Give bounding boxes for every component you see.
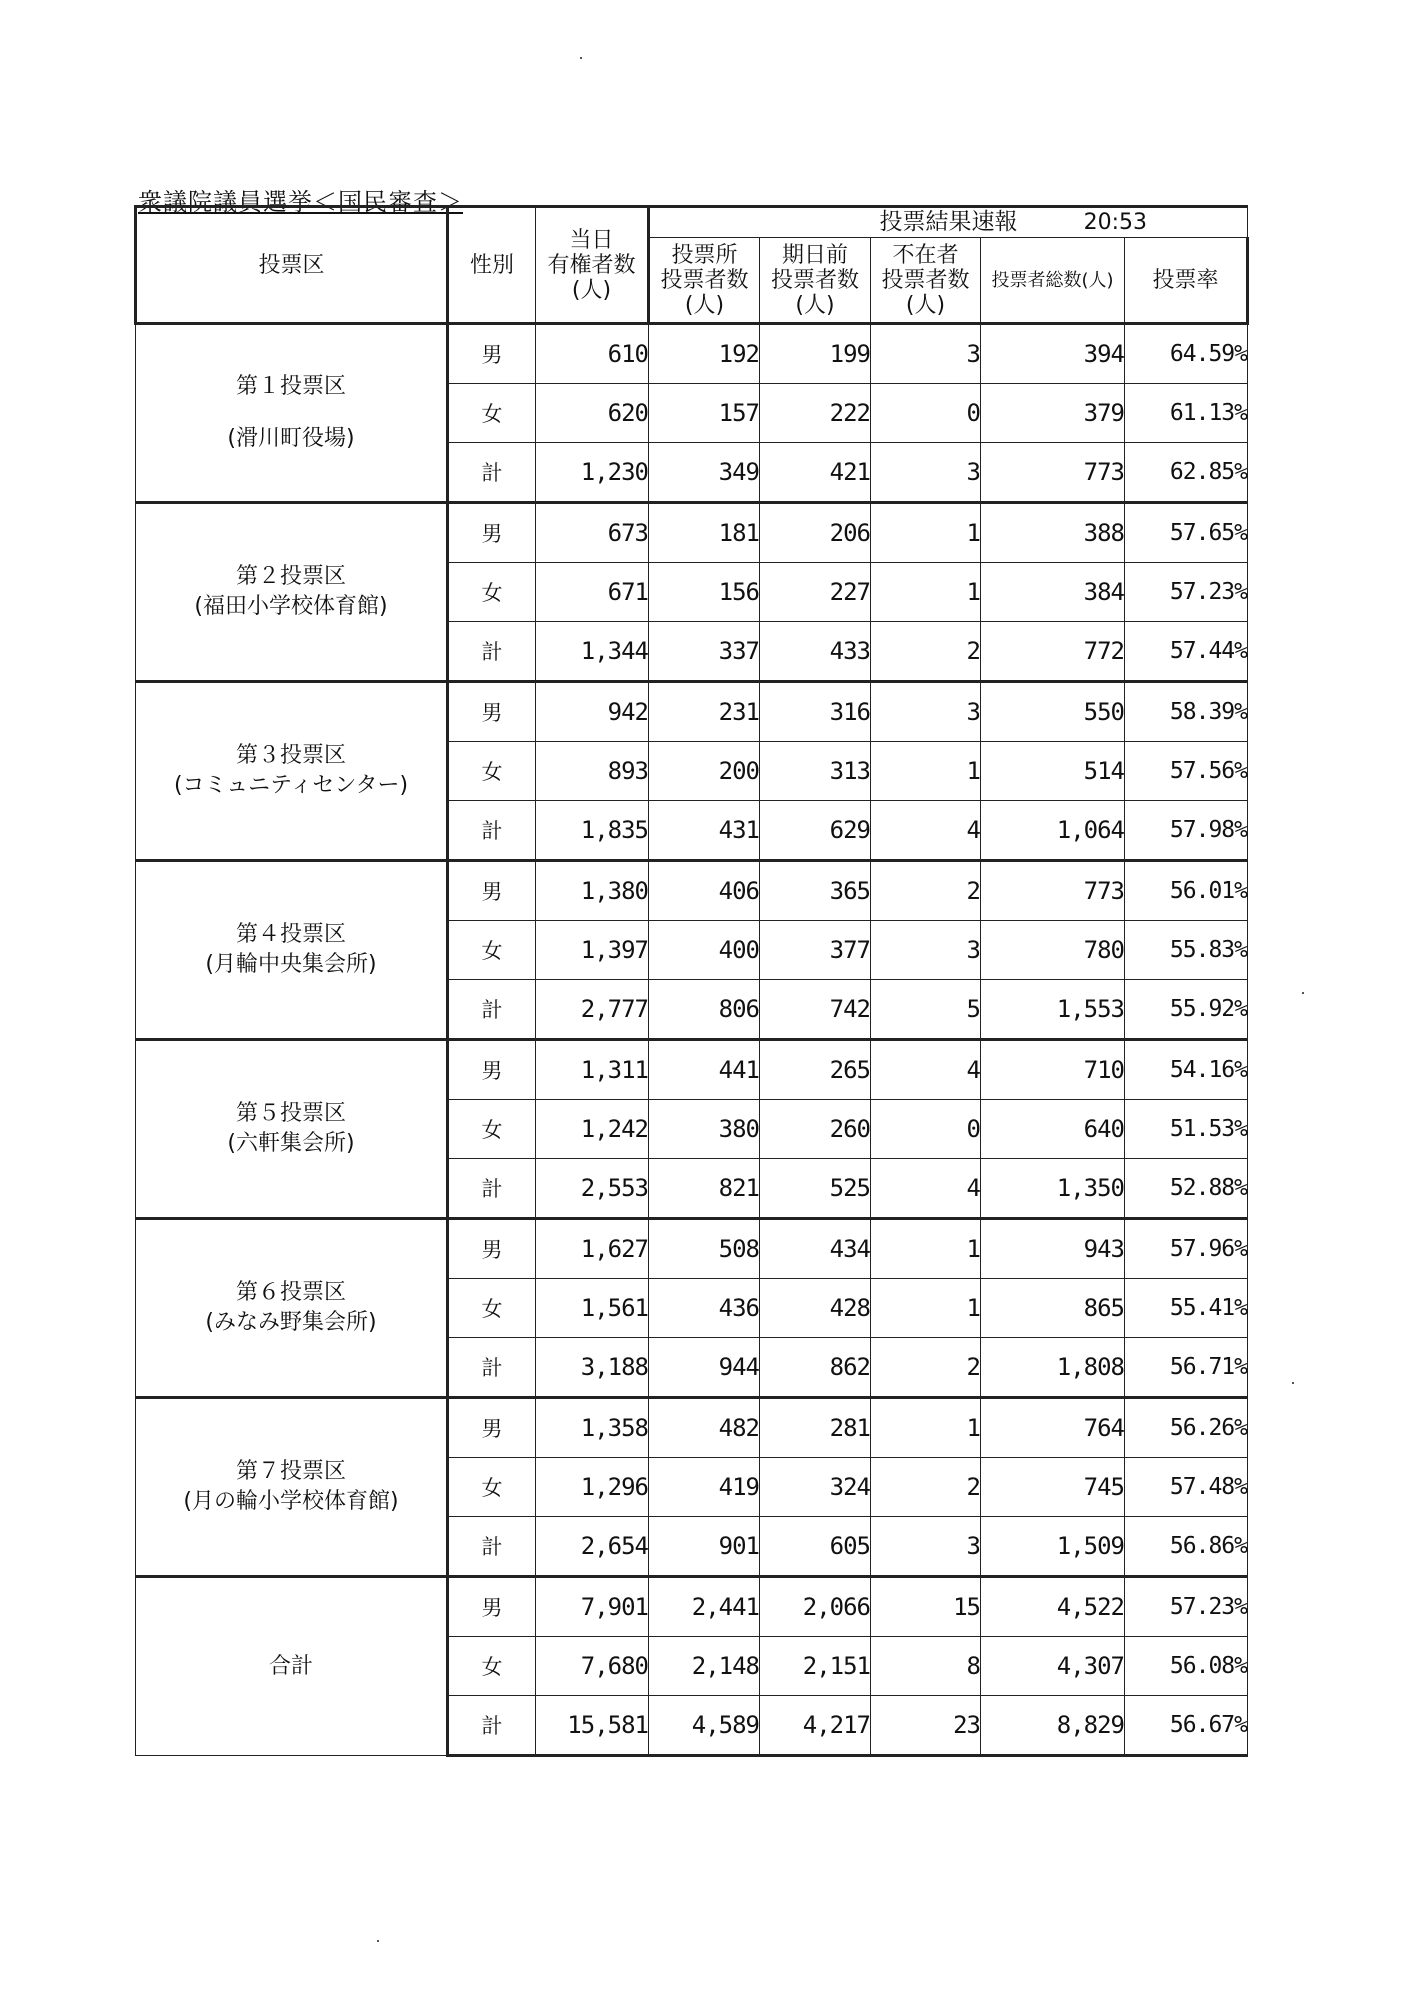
sex-cell: 男	[448, 324, 536, 384]
absentee-cell: 23	[871, 1696, 981, 1756]
absentee-cell: 3	[871, 682, 981, 742]
eligible-cell: 1,627	[536, 1219, 649, 1279]
early-cell: 525	[760, 1159, 871, 1219]
table-row	[136, 503, 1248, 563]
polling-cell: 157	[649, 384, 760, 443]
total-cell: 943	[981, 1219, 1125, 1279]
polling-cell: 482	[649, 1398, 760, 1458]
eligible-cell: 1,311	[536, 1040, 649, 1100]
rate-cell: 51.53%	[1125, 1100, 1248, 1159]
sex-cell: 計	[448, 1517, 536, 1577]
eligible-cell: 1,230	[536, 443, 649, 503]
rate-cell: 57.98%	[1125, 801, 1248, 861]
rate-cell: 55.41%	[1125, 1279, 1248, 1338]
polling-place: (コミュニティセンター)	[173, 773, 409, 798]
total-cell: 394	[981, 324, 1125, 384]
total-cell: 1,350	[981, 1159, 1125, 1219]
early-cell: 742	[760, 980, 871, 1040]
early-cell: 2,066	[760, 1577, 871, 1637]
polling-cell: 406	[649, 861, 760, 921]
sex-cell: 男	[448, 1577, 536, 1637]
table-row	[136, 1219, 1248, 1279]
eligible-cell: 3,188	[536, 1338, 649, 1398]
absentee-cell: 1	[871, 1219, 981, 1279]
rate-cell: 56.08%	[1125, 1637, 1248, 1696]
district-name: 第４投票区	[235, 922, 346, 947]
total-cell: 384	[981, 563, 1125, 622]
absentee-cell: 15	[871, 1577, 981, 1637]
sex-cell: 男	[448, 1219, 536, 1279]
sex-cell: 男	[448, 503, 536, 563]
total-cell: 1,808	[981, 1338, 1125, 1398]
early-cell: 421	[760, 443, 871, 503]
eligible-cell: 1,397	[536, 921, 649, 980]
polling-cell: 431	[649, 801, 760, 861]
sex-cell: 女	[448, 563, 536, 622]
absentee-cell: 3	[871, 921, 981, 980]
total-cell: 4,307	[981, 1637, 1125, 1696]
early-cell: 4,217	[760, 1696, 871, 1756]
banner-label: 投票結果速報	[879, 209, 1018, 235]
total-cell: 550	[981, 682, 1125, 742]
early-cell: 206	[760, 503, 871, 563]
absentee-cell: 2	[871, 1338, 981, 1398]
rate-cell: 55.92%	[1125, 980, 1248, 1040]
district-name: 第５投票区	[235, 1101, 346, 1126]
district-name: 第７投票区	[235, 1459, 346, 1484]
scan-speck	[580, 57, 582, 59]
polling-cell: 231	[649, 682, 760, 742]
rate-cell: 62.85%	[1125, 443, 1248, 503]
total-cell: 388	[981, 503, 1125, 563]
rate-cell: 61.13%	[1125, 384, 1248, 443]
total-cell: 710	[981, 1040, 1125, 1100]
district-cell	[136, 861, 448, 1040]
early-cell: 227	[760, 563, 871, 622]
polling-place: (滑川町役場)	[227, 426, 355, 451]
header-rate: 投票率	[1125, 238, 1248, 324]
total-cell: 514	[981, 742, 1125, 801]
results-table	[134, 205, 1249, 1757]
absentee-cell: 1	[871, 1398, 981, 1458]
district-cell	[136, 1040, 448, 1219]
early-cell: 605	[760, 1517, 871, 1577]
eligible-cell: 1,561	[536, 1279, 649, 1338]
header-sex: 性別	[448, 207, 536, 324]
polling-place: (福田小学校体育館)	[194, 594, 388, 619]
polling-cell: 419	[649, 1458, 760, 1517]
polling-cell: 436	[649, 1279, 760, 1338]
eligible-cell: 15,581	[536, 1696, 649, 1756]
rate-cell: 57.96%	[1125, 1219, 1248, 1279]
eligible-cell: 7,680	[536, 1637, 649, 1696]
polling-cell: 156	[649, 563, 760, 622]
sex-cell: 計	[448, 443, 536, 503]
eligible-cell: 7,901	[536, 1577, 649, 1637]
absentee-cell: 2	[871, 861, 981, 921]
rate-cell: 56.71%	[1125, 1338, 1248, 1398]
total-cell: 865	[981, 1279, 1125, 1338]
eligible-cell: 1,344	[536, 622, 649, 682]
polling-cell: 349	[649, 443, 760, 503]
header-polling: 投票所 投票者数 (人)	[649, 238, 760, 324]
early-cell: 428	[760, 1279, 871, 1338]
early-cell: 377	[760, 921, 871, 980]
header-eligible: 当日 有権者数 (人)	[536, 207, 649, 324]
absentee-cell: 3	[871, 1517, 981, 1577]
early-cell: 222	[760, 384, 871, 443]
rate-cell: 64.59%	[1125, 324, 1248, 384]
early-cell: 434	[760, 1219, 871, 1279]
sex-cell: 計	[448, 980, 536, 1040]
polling-cell: 944	[649, 1338, 760, 1398]
polling-cell: 181	[649, 503, 760, 563]
header-early: 期日前 投票者数 (人)	[760, 238, 871, 324]
rate-cell: 57.65%	[1125, 503, 1248, 563]
rate-cell: 54.16%	[1125, 1040, 1248, 1100]
absentee-cell: 1	[871, 1279, 981, 1338]
rate-cell: 57.48%	[1125, 1458, 1248, 1517]
total-cell: 379	[981, 384, 1125, 443]
eligible-cell: 610	[536, 324, 649, 384]
early-cell: 199	[760, 324, 871, 384]
absentee-cell: 0	[871, 384, 981, 443]
eligible-cell: 2,654	[536, 1517, 649, 1577]
total-cell: 773	[981, 861, 1125, 921]
early-cell: 265	[760, 1040, 871, 1100]
early-cell: 862	[760, 1338, 871, 1398]
report-time: 20:53	[1083, 210, 1147, 235]
absentee-cell: 2	[871, 622, 981, 682]
district-cell	[136, 682, 448, 861]
district-name: 第２投票区	[235, 564, 346, 589]
polling-place: (六軒集会所)	[227, 1131, 355, 1156]
polling-cell: 400	[649, 921, 760, 980]
total-cell: 1,064	[981, 801, 1125, 861]
total-cell: 745	[981, 1458, 1125, 1517]
district-name: 第３投票区	[235, 743, 346, 768]
absentee-cell: 4	[871, 1159, 981, 1219]
polling-cell: 380	[649, 1100, 760, 1159]
early-cell: 365	[760, 861, 871, 921]
polling-place: (月の輪小学校体育館)	[183, 1489, 399, 1514]
district-cell	[136, 324, 448, 503]
sex-cell: 計	[448, 1159, 536, 1219]
sex-cell: 男	[448, 1040, 536, 1100]
polling-cell: 2,148	[649, 1637, 760, 1696]
absentee-cell: 5	[871, 980, 981, 1040]
rate-cell: 57.44%	[1125, 622, 1248, 682]
district-cell	[136, 503, 448, 682]
sex-cell: 計	[448, 1696, 536, 1756]
district-cell	[136, 1577, 448, 1756]
header-total: 投票者総数(人)	[981, 238, 1125, 324]
polling-cell: 337	[649, 622, 760, 682]
polling-cell: 2,441	[649, 1577, 760, 1637]
sex-cell: 男	[448, 682, 536, 742]
header-district: 投票区	[136, 207, 448, 324]
eligible-cell: 620	[536, 384, 649, 443]
sex-cell: 男	[448, 861, 536, 921]
sex-cell: 女	[448, 1279, 536, 1338]
eligible-cell: 1,835	[536, 801, 649, 861]
polling-cell: 441	[649, 1040, 760, 1100]
rate-cell: 55.83%	[1125, 921, 1248, 980]
absentee-cell: 1	[871, 742, 981, 801]
total-cell: 780	[981, 921, 1125, 980]
polling-cell: 4,589	[649, 1696, 760, 1756]
rate-cell: 52.88%	[1125, 1159, 1248, 1219]
rate-cell: 56.67%	[1125, 1696, 1248, 1756]
eligible-cell: 671	[536, 563, 649, 622]
rate-cell: 56.26%	[1125, 1398, 1248, 1458]
total-cell: 1,509	[981, 1517, 1125, 1577]
sex-cell: 計	[448, 801, 536, 861]
document-title: 衆議院議員選挙＜国民審査＞	[138, 188, 463, 216]
scan-speck	[377, 1940, 379, 1942]
early-cell: 629	[760, 801, 871, 861]
absentee-cell: 3	[871, 443, 981, 503]
table-row	[136, 861, 1248, 921]
total-cell: 8,829	[981, 1696, 1125, 1756]
total-cell: 773	[981, 443, 1125, 503]
eligible-cell: 673	[536, 503, 649, 563]
polling-cell: 821	[649, 1159, 760, 1219]
polling-place: (みなみ野集会所)	[205, 1310, 377, 1335]
sex-cell: 男	[448, 1398, 536, 1458]
absentee-cell: 4	[871, 1040, 981, 1100]
sex-cell: 女	[448, 1637, 536, 1696]
early-cell: 324	[760, 1458, 871, 1517]
total-cell: 640	[981, 1100, 1125, 1159]
early-cell: 433	[760, 622, 871, 682]
table-row	[136, 1577, 1248, 1637]
district-name: 第６投票区	[235, 1280, 346, 1305]
total-cell: 4,522	[981, 1577, 1125, 1637]
absentee-cell: 1	[871, 503, 981, 563]
polling-cell: 192	[649, 324, 760, 384]
polling-cell: 508	[649, 1219, 760, 1279]
rate-cell: 58.39%	[1125, 682, 1248, 742]
sex-cell: 女	[448, 384, 536, 443]
eligible-cell: 1,242	[536, 1100, 649, 1159]
rate-cell: 56.86%	[1125, 1517, 1248, 1577]
total-cell: 1,553	[981, 980, 1125, 1040]
polling-place: (月輪中央集会所)	[205, 952, 377, 977]
total-cell: 764	[981, 1398, 1125, 1458]
rate-cell: 57.23%	[1125, 1577, 1248, 1637]
polling-cell: 806	[649, 980, 760, 1040]
absentee-cell: 1	[871, 563, 981, 622]
polling-cell: 200	[649, 742, 760, 801]
district-name: 第１投票区	[235, 374, 346, 399]
rate-cell: 57.23%	[1125, 563, 1248, 622]
polling-cell: 901	[649, 1517, 760, 1577]
eligible-cell: 2,777	[536, 980, 649, 1040]
table-row	[136, 1398, 1248, 1458]
table-row	[136, 1040, 1248, 1100]
absentee-cell: 0	[871, 1100, 981, 1159]
scan-speck	[1302, 992, 1304, 994]
sex-cell: 計	[448, 622, 536, 682]
eligible-cell: 2,553	[536, 1159, 649, 1219]
absentee-cell: 2	[871, 1458, 981, 1517]
eligible-cell: 893	[536, 742, 649, 801]
eligible-cell: 1,380	[536, 861, 649, 921]
table-row	[136, 682, 1248, 742]
sex-cell: 計	[448, 1338, 536, 1398]
eligible-cell: 1,296	[536, 1458, 649, 1517]
absentee-cell: 3	[871, 324, 981, 384]
absentee-cell: 8	[871, 1637, 981, 1696]
table-row	[136, 324, 1248, 384]
total-cell: 772	[981, 622, 1125, 682]
rate-cell: 56.01%	[1125, 861, 1248, 921]
early-cell: 313	[760, 742, 871, 801]
early-cell: 260	[760, 1100, 871, 1159]
header-absentee: 不在者 投票者数 (人)	[871, 238, 981, 324]
spacer	[136, 402, 446, 424]
eligible-cell: 1,358	[536, 1398, 649, 1458]
early-cell: 2,151	[760, 1637, 871, 1696]
district-cell	[136, 1398, 448, 1577]
district-name: 合計	[268, 1653, 313, 1679]
absentee-cell: 4	[871, 801, 981, 861]
sex-cell: 女	[448, 921, 536, 980]
results-body	[136, 324, 1248, 1756]
eligible-cell: 942	[536, 682, 649, 742]
sex-cell: 女	[448, 742, 536, 801]
district-cell	[136, 1219, 448, 1398]
early-cell: 281	[760, 1398, 871, 1458]
rate-cell: 57.56%	[1125, 742, 1248, 801]
sex-cell: 女	[448, 1458, 536, 1517]
sex-cell: 女	[448, 1100, 536, 1159]
results-banner	[649, 207, 1248, 238]
early-cell: 316	[760, 682, 871, 742]
scan-speck	[1292, 1382, 1294, 1384]
